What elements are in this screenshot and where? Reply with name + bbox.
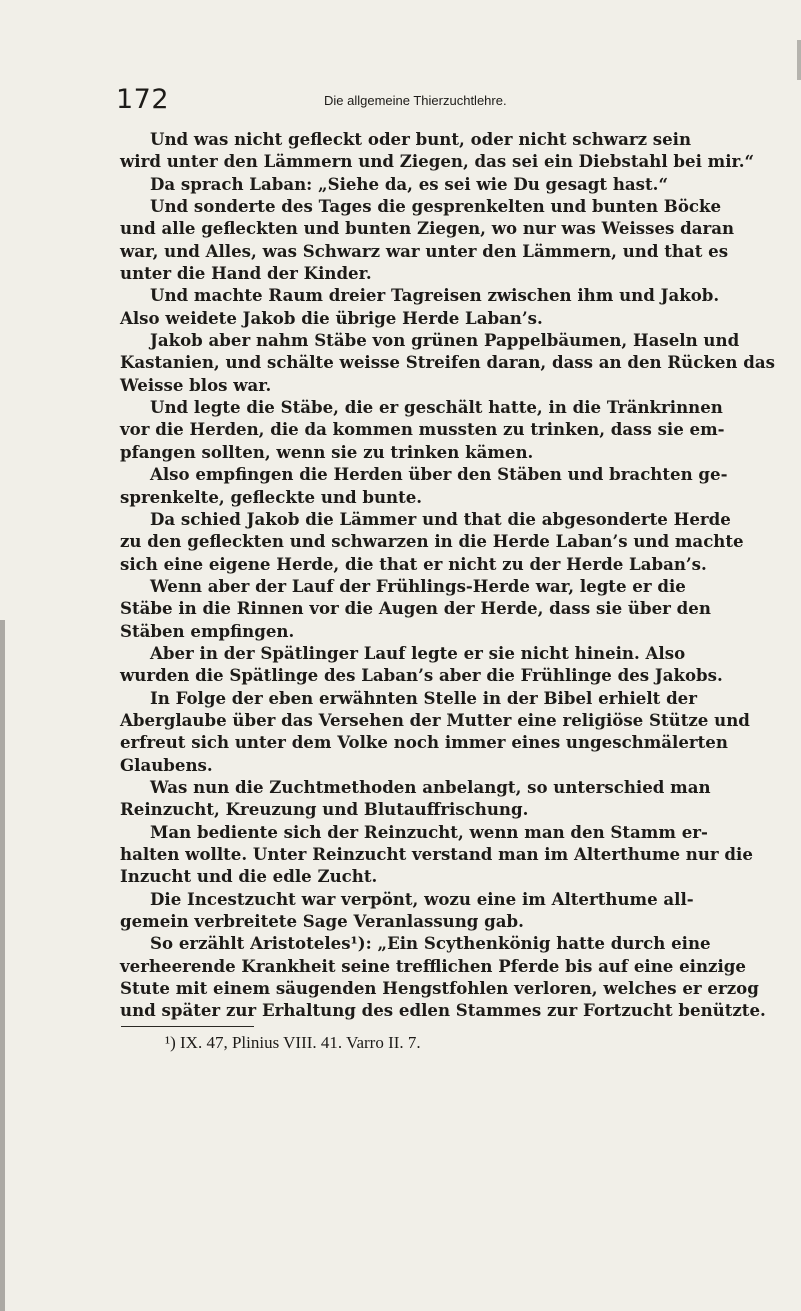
text-line: und später zur Erhaltung des edlen Stammes zur Fortzucht benützte. [120,1000,766,1021]
text-line: Stute mit einem säugenden Hengstfohlen verloren, welches er erzog [120,978,759,999]
text-line: sich eine eigene Herde, die that er nicht zu der Herde Laban’s. [120,553,707,574]
text-line: Also weidete Jakob die übrige Herde Laban’s. [120,307,543,328]
text-line: und alle gefleckten und bunten Ziegen, wo nur was Weisses daran [120,218,735,239]
text-line: Also empfingen die Herden über den Stäben und brachten ge- [150,464,728,485]
text-line: halten wollte. Unter Reinzucht verstand man im Alterthume nur die [120,844,753,864]
text-line: Kastanien, und schälte weisse Streifen daran, dass an den Rücken das [120,352,775,373]
scan-edge-shadow-right [797,40,801,80]
text-line: Und legte die Stäbe, die er geschält hatte, in die Tränkrinnen [150,397,723,418]
text-line: wurden die Spätlinge des Laban’s aber die Frühlinge des Jakobs. [120,665,723,686]
text-line: Die Incestzucht war verpönt, wozu eine im Alterthume all- [150,888,694,909]
text-line: Jakob aber nahm Stäbe von grünen Pappelbäumen, Haseln und [150,330,740,351]
text-line: Da sprach Laban: „Siehe da, es sei wie Du gesagt hast.“ [150,173,668,194]
text-line: Aberglaube über das Versehen der Mutter eine religiöse Stütze und [120,709,750,730]
text-line: Und machte Raum dreier Tagreisen zwischen ihm und Jakob. [150,285,720,306]
text-line: Inzucht und die edle Zucht. [120,866,378,887]
text-line: Und was nicht gefleckt oder bunt, oder nicht schwarz sein [150,129,692,149]
footnote-divider [121,1026,254,1027]
text-line: Reinzucht, Kreuzung und Blutauffrischung. [120,799,529,820]
text-line: Glaubens. [120,754,213,775]
text-line: pfangen sollten, wenn sie zu trinken kämen. [120,441,534,462]
text-line: wird unter den Lämmern und Ziegen, das sei ein Diebstahl bei mir.“ [120,151,755,172]
text-line: Stäbe in die Rinnen vor die Augen der Herde, dass sie über den [120,598,711,619]
text-line: Man bediente sich der Reinzucht, wenn man den Stamm er- [150,821,708,842]
text-line: Aber in der Spätlinger Lauf legte er sie nicht hinein. Also [150,642,686,663]
text-line: sprenkelte, gefleckte und bunte. [120,486,423,507]
running-head: Die allgemeine Thierzuchtlehre. [324,93,507,108]
text-line: So erzählt Aristoteles¹): „Ein Scythenkönig hatte durch eine [150,933,711,954]
page-number: 172 [116,84,170,115]
text-line: verheerende Krankheit seine trefflichen Pferde bis auf eine einzige [120,955,746,976]
text-line: Wenn aber der Lauf der Frühlings-Herde war, legte er die [150,575,686,596]
text-line: Weisse blos war. [120,374,272,395]
text-line: gemein verbreitete Sage Veranlassung gab. [120,911,524,932]
body-text [120,128,783,1022]
text-line: war, und Alles, was Schwarz war unter den Lämmern, und that es [120,240,729,261]
text-line: unter die Hand der Kinder. [120,263,372,284]
text-line: Was nun die Zuchtmethoden anbelangt, so unterschied man [150,776,711,797]
text-line: Und sonderte des Tages die gesprenkelten und bunten Böcke [150,196,722,217]
text-line: zu den gefleckten und schwarzen in die Herde Laban’s und machte [120,531,744,552]
text-line: erfreut sich unter dem Volke noch immer eines ungeschmälerten [120,732,728,753]
page-header [116,82,766,122]
footnote: ¹) IX. 47, Plinius VIII. 41. Varro II. 7. [165,1033,421,1052]
text-line: vor die Herden, die da kommen mussten zu trinken, dass sie em- [120,419,725,440]
scan-edge-shadow-left [0,620,5,1311]
text-line: In Folge der eben erwähnten Stelle in der Bibel erhielt der [150,687,697,708]
text-line: Stäben empfingen. [120,620,295,641]
text-line: Da schied Jakob die Lämmer und that die abgesonderte Herde [150,508,731,529]
